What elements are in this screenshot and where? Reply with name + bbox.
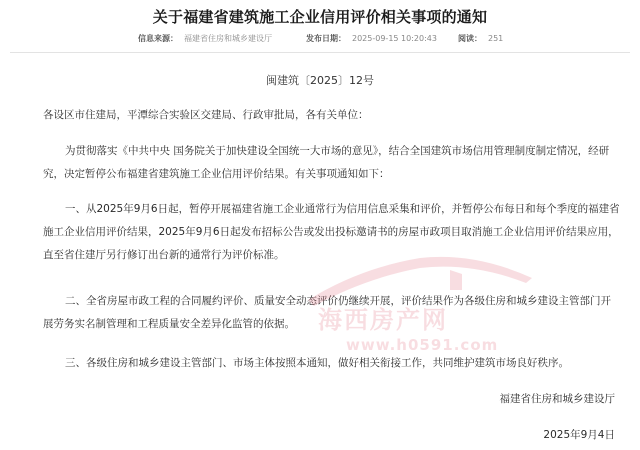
intro-paragraph: 为贯彻落实《中共中央 国务院关于加快建设全国统一大市场的意见》，结合全国建筑市场信用管理制度制定情况，经研究，决定暂停公布福建省建筑施工企业信用评价结果。有关事项通知如下： — [43, 145, 610, 180]
meta-date — [306, 33, 437, 44]
issuer-signature: 福建省住房和城乡建设厅 — [499, 393, 615, 405]
meta-date-value: 2025-09-15 10:20:43 — [352, 34, 437, 43]
meta-source-value: 福建省住房和城乡建设厅 — [184, 34, 272, 43]
watermark-site-url: www.h0591.com — [346, 336, 499, 354]
notice-item-2: 二、全省房屋市政工程的合同履约评价、质量安全动态评价仍继续开展，评价结果作为各级住房和城乡建设主管部门开展劳务实名制管理和工程质量安全差异化监管的依据。 — [43, 295, 611, 330]
meta-views — [458, 33, 503, 44]
header-divider — [10, 52, 630, 53]
meta-views-value: 251 — [488, 34, 504, 43]
meta-date-label: 发布日期： — [306, 34, 346, 43]
watermark-site-name: 海西房产网 — [318, 306, 448, 334]
meta-source-label: 信息来源： — [138, 34, 178, 43]
notice-item-1: 一、从2025年9月6日起，暂停开展福建省施工企业通常行为信用信息采集和评价，并暂停公布每日和每个季度的福建省施工企业信用评价结果，2025年9月6日起发布招标公告或发出投标邀请书的房屋市政项目取消施工企业信用评价结果应用，直至省住建厅另行修订出台新的通常行为评价标准。 — [43, 203, 620, 261]
notice-item-3: 三、各级住房和城乡建设主管部门、市场主体按照本通知，做好相关衔接工作，共同维护建筑市场良好秩序。 — [65, 357, 569, 369]
meta-source — [138, 33, 272, 44]
meta-views-label: 阅读： — [458, 34, 482, 43]
article-meta — [0, 33, 640, 47]
issue-date: 2025年9月4日 — [543, 429, 615, 441]
page-title: 关于福建省建筑施工企业信用评价相关事项的通知 — [152, 8, 488, 26]
document-number: 闽建筑〔2025〕12号 — [266, 74, 374, 87]
addressee: 各设区市住建局，平潭综合实验区交建局、行政审批局，各有关单位： — [43, 109, 369, 121]
